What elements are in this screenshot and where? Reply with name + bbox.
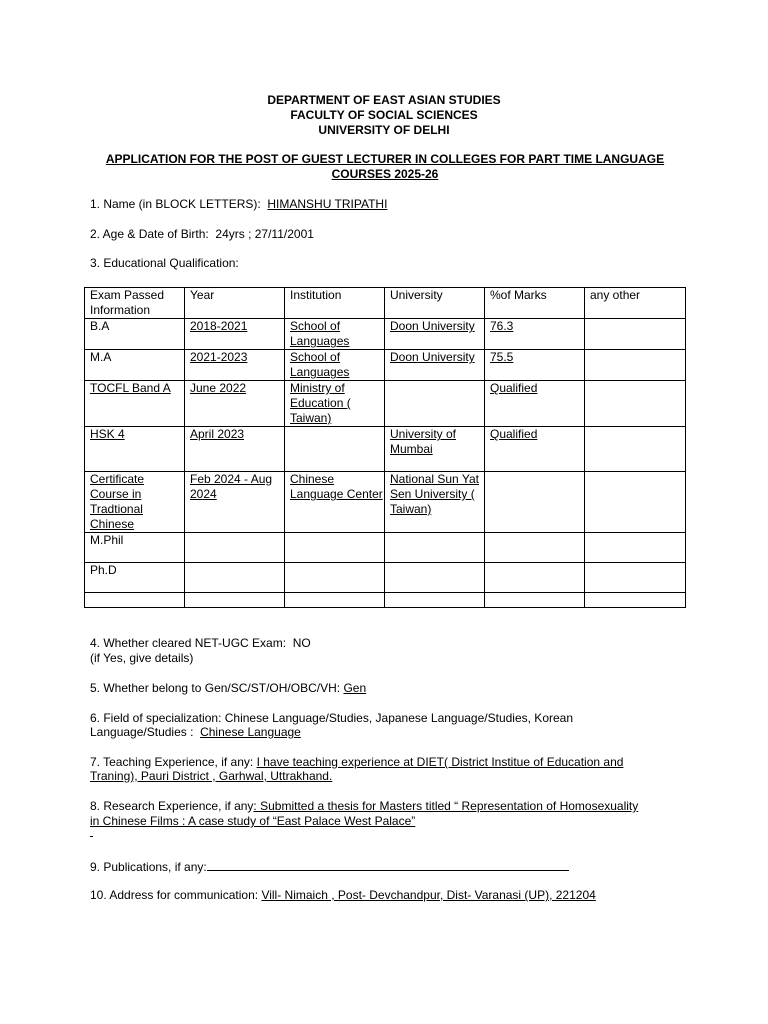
table-cell: 75.5 [485, 350, 585, 381]
header-cell: Exam Passed Information [85, 288, 185, 319]
table-cell [585, 381, 686, 427]
faculty-name: FACULTY OF SOCIAL SCIENCES [290, 108, 478, 122]
age-field [90, 227, 690, 242]
table-cell: University of Mumbai [385, 427, 485, 472]
address-field [90, 888, 690, 903]
table-cell: Ph.D [85, 563, 185, 593]
net-value: NO [292, 636, 311, 650]
table-cell [485, 533, 585, 563]
table-cell [285, 427, 385, 472]
table-cell: B.A [85, 319, 185, 350]
table-cell [585, 472, 686, 533]
table-cell [585, 563, 686, 593]
document-header [0, 93, 768, 138]
table-cell [585, 319, 686, 350]
application-title [88, 152, 682, 182]
header-cell: any other [585, 288, 686, 319]
table-row [85, 350, 686, 381]
net-field [90, 636, 690, 651]
table-cell [185, 563, 285, 593]
name-label: 1. Name (in BLOCK LETTERS): [90, 197, 261, 211]
application-title-line1: APPLICATION FOR THE POST OF GUEST LECTURER IN COLLEGES FOR PART TIME LANGUAGE [105, 152, 665, 166]
category-value: Gen [343, 681, 367, 695]
table-cell [185, 593, 285, 608]
table-cell: TOCFL Band A [85, 381, 185, 427]
table-cell: National Sun Yat Sen University ( Taiwan) [385, 472, 485, 533]
table-cell [85, 593, 185, 608]
table-cell: Qualified [485, 381, 585, 427]
table-cell: June 2022 [185, 381, 285, 427]
header-cell: Institution [285, 288, 385, 319]
teaching-value-line1: I have teaching experience at DIET( District Institue of Education and [256, 755, 624, 769]
net-note: (if Yes, give details) [90, 651, 194, 665]
table-cell: April 2023 [185, 427, 285, 472]
table-cell: 76.3 [485, 319, 585, 350]
header-cell: Year [185, 288, 285, 319]
table-row [85, 593, 686, 608]
table-cell: Ministry of Education ( Taiwan) [285, 381, 385, 427]
header-cell: %of Marks [485, 288, 585, 319]
name-value: HIMANSHU TRIPATHI [267, 197, 388, 211]
university-name: UNIVERSITY OF DELHI [318, 123, 450, 137]
net-label: 4. Whether cleared NET-UGC Exam: [90, 636, 287, 650]
name-field [90, 197, 690, 212]
table-cell: 2021-2023 [185, 350, 285, 381]
table-cell [585, 427, 686, 472]
table-cell: Doon University [385, 350, 485, 381]
table-row [85, 533, 686, 563]
table-header-row [85, 288, 686, 319]
publications-label: 9. Publications, if any: [90, 860, 207, 874]
table-cell: M.A [85, 350, 185, 381]
teaching-field [90, 755, 690, 770]
address-value: Vill- Nimaich , Post- Devchandpur, Dist- Varanasi (UP), 221204 [261, 888, 596, 902]
publications-blank-line [207, 858, 569, 871]
department-name: DEPARTMENT OF EAST ASIAN STUDIES [267, 93, 501, 107]
table-row [85, 381, 686, 427]
publications-field [90, 858, 690, 875]
research-field [90, 799, 690, 814]
research-label: 8. Research Experience, if any [90, 799, 254, 813]
application-title-line2: COURSES 2025-26 [331, 167, 439, 181]
research-value-line2: in Chinese Films : A case study of “East Palace West Palace” [90, 814, 416, 828]
table-row [85, 319, 686, 350]
teaching-value-line2: Traning), Pauri District , Garhwal, Uttrakhand. [90, 769, 333, 783]
table-cell [585, 593, 686, 608]
table-cell [385, 593, 485, 608]
table-cell: Chinese Language Center [285, 472, 385, 533]
category-field [90, 681, 690, 696]
table-row [85, 427, 686, 472]
specialization-line1: 6. Field of specialization: Chinese Language/Studies, Japanese Language/Studies, Korean [90, 711, 574, 725]
table-cell: HSK 4 [85, 427, 185, 472]
table-cell: Doon University [385, 319, 485, 350]
table-cell [385, 381, 485, 427]
stray-underline-mark [90, 836, 93, 837]
table-cell [385, 563, 485, 593]
table-cell [285, 593, 385, 608]
table-cell [485, 472, 585, 533]
header-cell: University [385, 288, 485, 319]
specialization-label: Language/Studies : [90, 725, 194, 739]
table-cell [585, 350, 686, 381]
age-value: 24yrs ; 27/11/2001 [215, 227, 314, 241]
age-label: 2. Age & Date of Birth: [90, 227, 209, 241]
table-cell: School of Languages [285, 350, 385, 381]
table-cell [485, 593, 585, 608]
table-cell: Qualified [485, 427, 585, 472]
specialization-field [90, 725, 690, 740]
table-cell [385, 533, 485, 563]
table-cell [285, 563, 385, 593]
table-cell [185, 533, 285, 563]
table-cell: Certificate Course in Tradtional Chinese [85, 472, 185, 533]
table-cell [585, 533, 686, 563]
table-row [85, 563, 686, 593]
table-row [85, 472, 686, 533]
table-cell: Feb 2024 - Aug 2024 [185, 472, 285, 533]
table-cell: M.Phil [85, 533, 185, 563]
table-cell: School of Languages [285, 319, 385, 350]
address-label: 10. Address for communication: [90, 888, 259, 902]
category-label: 5. Whether belong to Gen/SC/ST/OH/OBC/VH: [90, 681, 341, 695]
qualification-table [84, 287, 686, 608]
teaching-label: 7. Teaching Experience, if any: [90, 755, 254, 769]
table-cell [285, 533, 385, 563]
table-cell [485, 563, 585, 593]
specialization-value: Chinese Language [200, 725, 301, 739]
table-cell: 2018-2021 [185, 319, 285, 350]
education-label: 3. Educational Qualification: [90, 256, 239, 270]
research-value-line1: : Submitted a thesis for Masters titled “ Representation of Homosexuality [253, 799, 639, 813]
